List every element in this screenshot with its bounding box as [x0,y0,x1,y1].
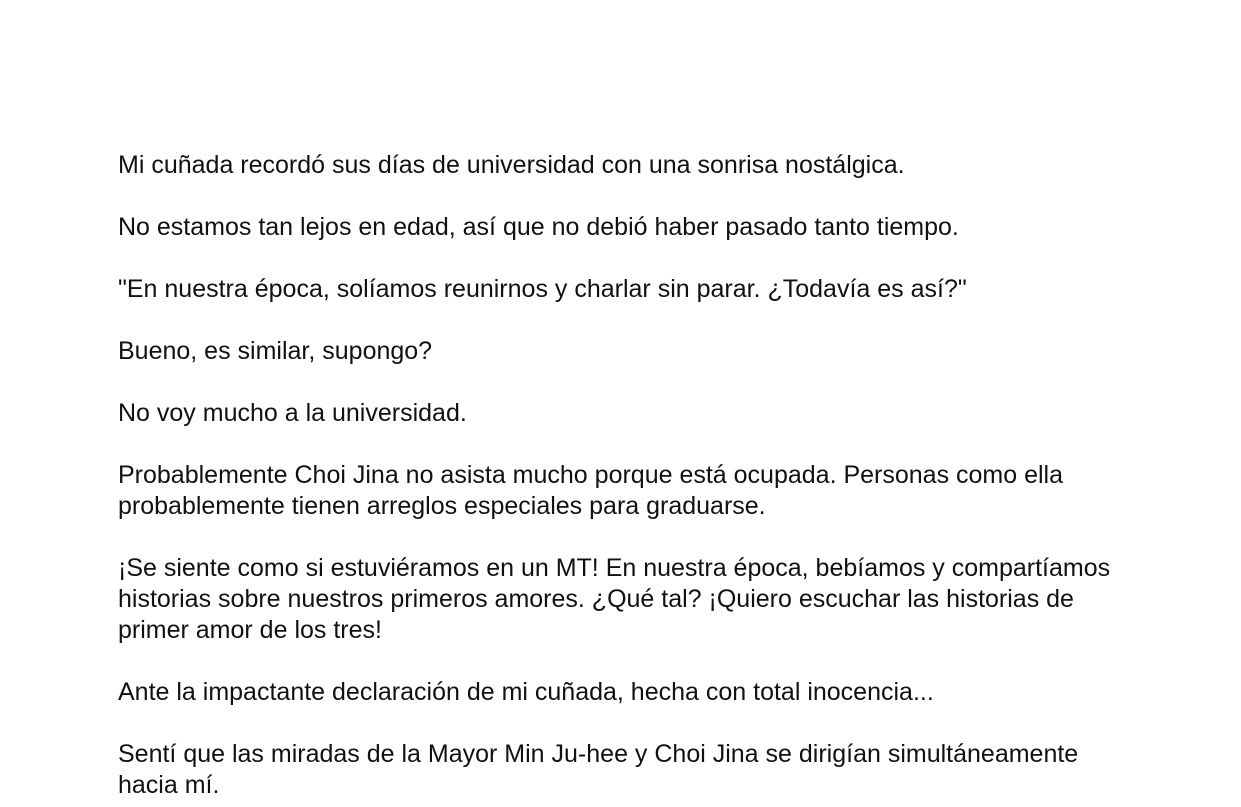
paragraph: Bueno, es similar, supongo? [118,337,433,365]
paragraph: ¡Se siente como si estuviéramos en un MT! En nuestra época, bebíamos y compartíamos historias sobre nuestros primeros amores. ¿Qué tal? ¡Quiero escuchar las historias de primer amor de los tres! [118,554,1111,644]
paragraph: Sentí que las miradas de la Mayor Min Ju-hee y Choi Jina se dirigían simultáneamente hacia mí. [118,740,1079,799]
paragraph: Ante la impactante declaración de mi cuñada, hecha con total inocencia... [118,678,934,706]
paragraph: "En nuestra época, solíamos reunirnos y charlar sin parar. ¿Todavía es así?" [118,275,967,303]
paragraph: No estamos tan lejos en edad, así que no debió haber pasado tanto tiempo. [118,213,959,241]
paragraph: Mi cuñada recordó sus días de universidad con una sonrisa nostálgica. [118,151,905,179]
document-body [118,150,1118,807]
paragraph: Probablemente Choi Jina no asista mucho porque está ocupada. Personas como ella probablemente tienen arreglos especiales para graduarse. [118,461,1064,520]
paragraph: No voy mucho a la universidad. [118,399,467,427]
